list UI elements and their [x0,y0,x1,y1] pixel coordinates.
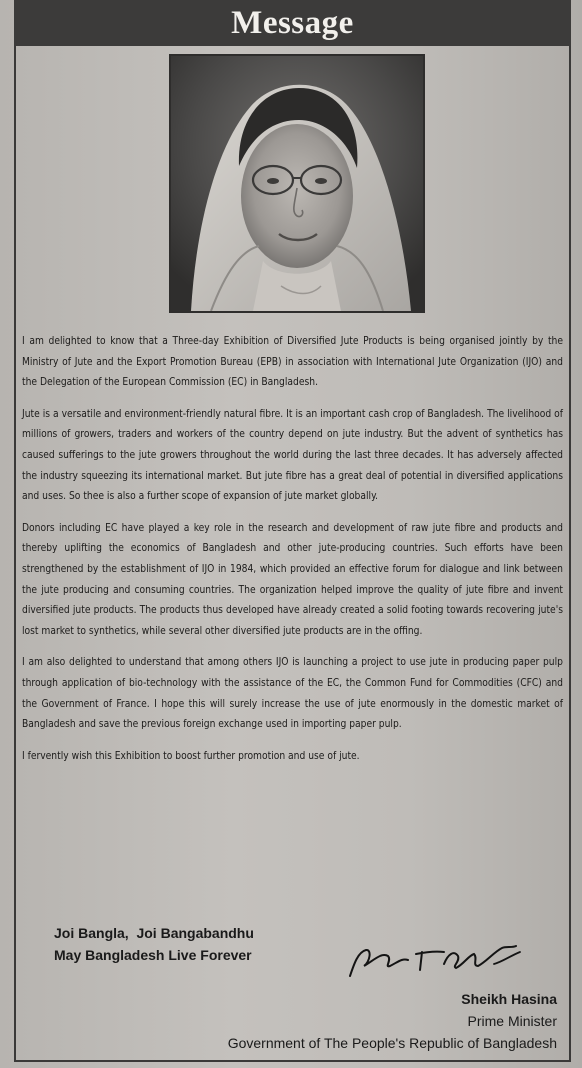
signer-organization: Government of The People's Republic of Bangladesh [227,1035,557,1051]
signer-position: Prime Minister [467,1013,557,1029]
message-frame [14,46,571,1062]
handwritten-signature [344,934,534,984]
closing-line-2: May Bangladesh Live Forever [54,947,252,963]
portrait-photo [169,54,425,313]
paragraph-4: I am also delighted to understand that among others IJO is launching a project to use jute in producing paper pulp through application of bio-technology with the assistance of the EC, the Common Fund for Commodities (CFC) and the Government of France. I hope this will surely increase the use of jute enormously in the domestic market of Bangladesh and save the previous foreign exchange used in importing paper pulp. [22,657,563,731]
page-title: Message [231,5,354,41]
paragraph-3: Donors including EC have played a key role in the research and development of raw jute fibre and products and thereby uplifting the economics of Bangladesh and other jute-producing countries. Such efforts have been strengthened by the establishment of IJO in 1984, which provided an effective forum for dialogue and link between the jute producing and consuming countries. The organization helped improve the quality of jute fibre and invent diversified jute products. The products thus developed have already created a solid footing towards recovering jute's lost market to synthetics, while several other diversified jute products are in the offing. [22,522,563,637]
paragraph-1: I am delighted to know that a Three-day Exhibition of Diversified Jute Products is being organised jointly by the Ministry of Jute and the Export Promotion Bureau (EPB) in association with International Jute Organization (IJO) and the Delegation of the European Commission (EC) in Bangladesh. [22,336,563,389]
closing-salutation [54,922,254,966]
header-bar [14,0,571,46]
paragraph-5: I fervently wish this Exhibition to boost further promotion and use of jute. [22,750,360,762]
closing-line-1: Joi Bangla, Joi Bangabandhu [54,925,254,941]
signature-block [228,988,557,1054]
portrait-image [171,56,423,311]
signer-name: Sheikh Hasina [461,991,557,1007]
paragraph-2: Jute is a versatile and environment-friendly natural fibre. It is an important cash crop of Bangladesh. The livelihood of millions of growers, traders and workers of the country depend on jute industry. But the advent of synthetics has caused sufferings to the jute growers throughout the world during the last three decades. It has adversely affected the industry squeezing its international market. But jute fibre has a great deal of potential in diversified applications and uses. So thee is also a further scope of expansion of jute market globally. [22,408,563,503]
message-body [22,332,563,778]
